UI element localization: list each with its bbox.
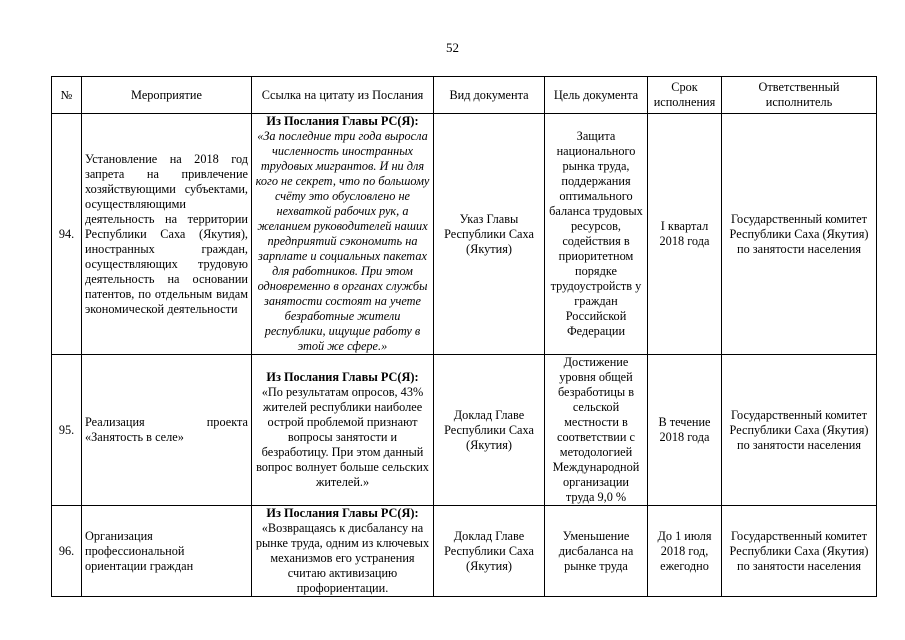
deadline-cell: До 1 июля 2018 год, ежегодно xyxy=(648,506,722,597)
goal-cell: Защита национального рынка труда, поддержания оптимального баланса трудовых ресурсов, содействия в приоритетном порядке трудоустройств у граждан Российской Федерации xyxy=(545,114,648,355)
table-row xyxy=(52,114,877,355)
deadline-cell: В течение 2018 года xyxy=(648,355,722,506)
header-deadline: Срок исполнения xyxy=(648,77,722,114)
quote-title: Из Послания Главы РС(Я): xyxy=(266,114,419,128)
doc-type-cell: Указ Главы Республики Саха (Якутия) xyxy=(434,114,545,355)
responsible-cell: Государственный комитет Республики Саха (Якутия) по занятости населения xyxy=(722,114,877,355)
goal-cell: Уменьшение дисбаланса на рынке труда xyxy=(545,506,648,597)
quote-title: Из Послания Главы РС(Я): xyxy=(266,370,419,384)
table-row xyxy=(52,506,877,597)
quote-title: Из Послания Главы РС(Я): xyxy=(266,506,419,520)
quote-cell xyxy=(252,355,434,506)
event-cell: Реализация проекта «Занятость в селе» xyxy=(82,355,252,506)
quote-text: «За последние три года выросла численность иностранных трудовых мигрантов. И ни для кого не секрет, что по большому счёту это обусловлено не нехваткой рабочих рук, а желанием руководителей наших предприятий сэкономить на зарплате и социальных пакетах для работников. При этом одновременно в органах службы занятости состоят на учете безработные жители республики, ищущие работу в этой же сфере.» xyxy=(255,129,430,353)
deadline-cell: I квартал 2018 года xyxy=(648,114,722,355)
header-doc-type: Вид документа xyxy=(434,77,545,114)
doc-type-cell: Доклад Главе Республики Саха (Якутия) xyxy=(434,355,545,506)
page-number: 52 xyxy=(446,40,459,55)
table-row xyxy=(52,355,877,506)
header-responsible: Ответственный исполнитель xyxy=(722,77,877,114)
event-cell: Организация профессиональной ориентации граждан xyxy=(82,506,252,597)
row-number: 96. xyxy=(52,506,82,597)
table-header-row xyxy=(52,77,877,114)
measures-table xyxy=(51,76,877,597)
header-quote: Ссылка на цитату из Послания xyxy=(252,77,434,114)
goal-cell: Достижение уровня общей безработицы в сельской местности в соответствии с методологией Международной организации труда 9,0 % xyxy=(545,355,648,506)
quote-text: «По результатам опросов, 43% жителей республики наиболее острой проблемой признают вопросы занятости и безработицу. При этом данный вопрос волнует больше сельских жителей.» xyxy=(256,385,429,489)
quote-cell xyxy=(252,114,434,355)
header-num: № xyxy=(52,77,82,114)
doc-type-cell: Доклад Главе Республики Саха (Якутия) xyxy=(434,506,545,597)
quote-cell xyxy=(252,506,434,597)
header-goal: Цель документа xyxy=(545,77,648,114)
event-cell: Установление на 2018 год запрета на привлечение хозяйствующими субъектами, осуществляющими деятельность на территории Республики Саха (Якутия), иностранных граждан, осуществляющих трудовую деятельность на основании патентов, по отдельным видам экономической деятельности xyxy=(82,114,252,355)
row-number: 94. xyxy=(52,114,82,355)
responsible-cell: Государственный комитет Республики Саха (Якутия) по занятости населения xyxy=(722,506,877,597)
responsible-cell: Государственный комитет Республики Саха (Якутия) по занятости населения xyxy=(722,355,877,506)
header-event: Мероприятие xyxy=(82,77,252,114)
row-number: 95. xyxy=(52,355,82,506)
quote-text: «Возвращаясь к дисбалансу на рынке труда, одним из ключевых механизмов его устранения считаю активизацию профориентации. xyxy=(255,521,430,595)
